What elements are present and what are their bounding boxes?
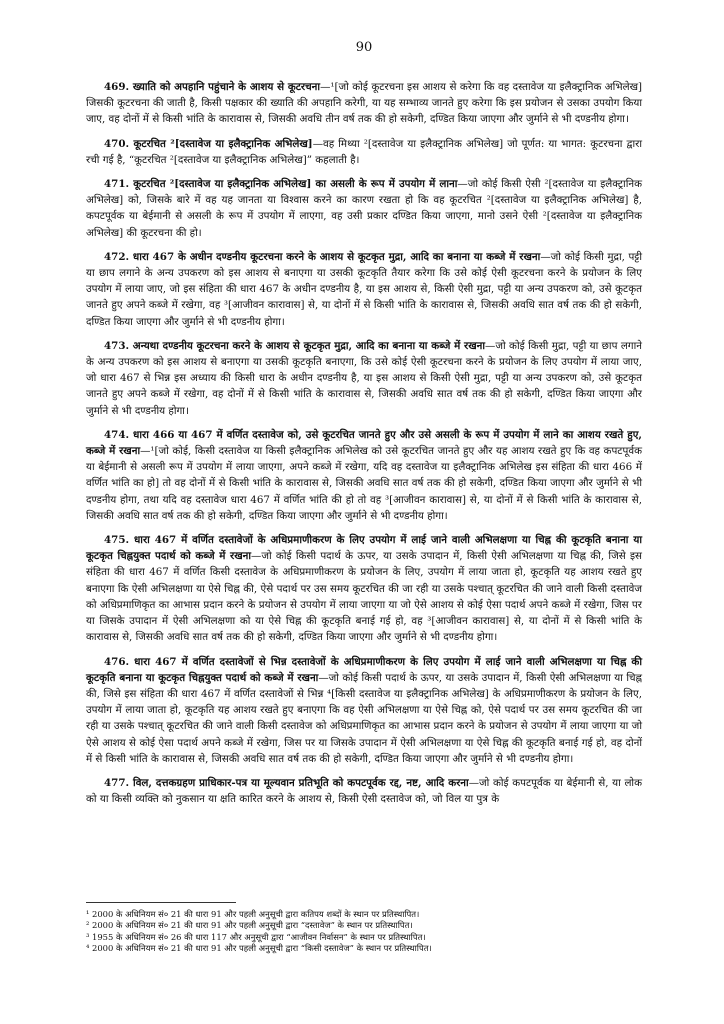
section-heading: 472. धारा 467 के अधीन दण्डनीय कूटरचना करने के आशय से कूटकृत मुद्रा, आदि का बनाना या कब्जे में रखना xyxy=(104,250,541,263)
section-text: —जो कोई किसी मुद्रा, पट्टी या छाप लगाने के अन्य उपकरण को इस आशय से बनाएगा या उसकी कूटकृति तैयार करेगा कि उसे कोई ऐसी कूटरचना करने के प्रयोजन के लिए उपयोग में लाया जाए, जो इस संहिता की धारा 467 के अधीन दण्डनीय है, या इस आशय से, किसी ऐसी मुद्रा, पट्टी या अन्य उपकरण को, उसे कूटकृत जानते हुए अपने कब्जे में रखेगा, वह ³[आजीवन कारावास] से, या दोनों में से किसी भांति के कारावास से, जिसकी अवधि सात वर्ष तक की हो सकेगी, दण्डित किया जाएगा और जुर्माने से भी दण्डनीय होगा। xyxy=(86,250,642,328)
section-text: —वह मिथ्या ²[दस्तावेज या इलैक्ट्रानिक अभिलेख] जो पूर्णत: या भागत: कूटरचना द्वारा रची गई है, “कूटरचित ²[दस्तावेज या इलैक्ट्रानिक अभिलेख]” कहलाती है। xyxy=(86,137,642,166)
section-heading: 469. ख्याति को अपहानि पहुंचाने के आशय से कूटरचना xyxy=(104,81,321,93)
section-text: —जो कोई किसी ऐसी ²[दस्तावेज या इलैक्ट्रानिक अभिलेख] को, जिसके बारे में वह यह जानता या विश्वास करने का कारण रखता हो कि वह कूटरचित ²[दस्तावेज या इलैक्ट्रानिक अभिलेख] है, कपटपूर्वक या बेईमानी से असली के रूप में उपयोग में लाएगा, वह उसी प्रकार दण्डित किया जाएगा, मानो उसने ऐसी ²[दस्तावेज या इलैक्ट्रानिक अभिलेख] की कूटरचना की हो। xyxy=(86,178,642,239)
section-text: —¹[जो कोई, किसी दस्तावेज या किसी इलैक्ट्रानिक अभिलेख को उसे कूटरचित जानते हुए और यह आशय रखते हुए कि वह कपटपूर्वक या बेईमानी से असली रूप में उपयोग में लाया जाएगा, अपने कब्जे में रखेगा, यदि वह दस्तावेज या इलैक्ट्रानिक अभिलेख इस संहिता की धारा 466 में वर्णित भांति का हो] तो वह दोनों में से किसी भांति के कारावास से, जिसकी अवधि सात वर्ष तक की हो सकेगी, दण्डित किया जाएगा और जुर्माने से भी दण्डनीय होगा, तथा यदि वह दस्तावेज धारा 467 में वर्णित भांति की हो तो वह ³[आजीवन कारावास] से, या दोनों में से किसी भांति के कारावास से, जिसकी अवधि सात वर्ष तक की हो सकेगी, दण्डित किया जाएगा और जुर्माने से भी दण्डनीय होगा। xyxy=(86,445,642,522)
footnote: ⁴ 2000 के अधिनियम सं० 21 की धारा 91 और पहली अनुसूची द्वारा “किसी दस्तावेज” के स्थान पर प्रतिस्थापित। xyxy=(86,943,432,954)
section-text: —जो कोई किसी मुद्रा, पट्टी या छाप लगाने के अन्य उपकरण को इस आशय से बनाएगा या उसकी कूटकृति बनाएगा, कि उसे कोई ऐसी कूटरचना करने के प्रयोजन के लिए उपयोग में लाया जाए, जो धारा 467 से भिन्न इस अध्याय की किसी धारा के अधीन दण्डनीय है, या इस आशय से किसी ऐसी मुद्रा, पट्टी या अन्य उपकरण को, उसे कूटकृत जानते हुए अपने कब्जे में रखेगा, वह दोनों में से किसी भांति के कारावास से, जिसकी अवधि सात वर्ष तक की हो सकेगी, दण्डित किया जाएगा और जुर्माने से भी दण्डनीय होगा। xyxy=(86,339,642,417)
section-472 xyxy=(86,249,642,330)
footnote: ³ 1955 के अधिनियम सं० 26 की धारा 117 और अनुसूची द्वारा “आजीवन निर्वासन” के स्थान पर प्रतिस्थापित। xyxy=(86,931,426,942)
section-heading: 474. धारा 466 या 467 में वर्णित दस्तावेज को, उसे कूटरचित जानते हुए और उसे असली के रूप में उपयोग में लाने का आशय रखते हुए, कब्जे में रखना xyxy=(86,428,642,458)
section-473 xyxy=(86,338,642,419)
section-469 xyxy=(86,79,642,128)
section-heading: 475. धारा 467 में वर्णित दस्तावेजों के अधिप्रमाणीकरण के लिए उपयोग में लाई जाने वाली अभिलक्षणा या चिह्न की कूटकृति बनाना या कूटकृत चिह्नयुक्त पदार्थ को कब्जे में रखना xyxy=(86,534,642,563)
footnote: ² 2000 के अधिनियम सं० 21 की धारा 91 और पहली अनुसूची द्वारा “दस्तावेज” के स्थान पर प्रतिस्थापित। xyxy=(86,920,413,931)
section-475 xyxy=(86,532,642,645)
section-heading: 473. अन्यथा दण्डनीय कूटरचना करने के आशय से कूटकृत मुद्रा, आदि का बनाना या कब्जे में रखना xyxy=(104,339,486,352)
section-471 xyxy=(86,176,642,241)
section-heading: 471. कूटरचित ²[दस्तावेज या इलैक्ट्रानिक अभिलेख] का असली के रूप में उपयोग में लाना xyxy=(104,178,458,191)
footnote-divider xyxy=(86,902,236,903)
section-text: —जो कोई किसी पदार्थ के ऊपर, या उसके उपादान में, किसी ऐसी अभिलक्षणा या चिह्न की, जिसे इस संहिता की धारा 467 में वर्णित किसी दस्तावेज के अधिप्रमाणीकरण के प्रयोजन के लिए, उपयोग में लाया जाता हो, कूटकृति यह आशय रखते हुए बनाएगा कि ऐसी अभिलक्षणा या ऐसे चिह्न की, ऐसे पदार्थ पर उस समय कूटरचित की जा रही या उसके पश्चात् कूटरचित की जाने वाली किसी दस्तावेज को अधिप्रमाणिकृत का आभास प्रदान करने के प्रयोजन से उपयोग में लाया जाएगा या जो ऐसे आशय से कोई ऐसा पदार्थ अपने कब्जे में रखेगा, जिस पर या जिसके उपादान में ऐसी अभिलक्षणा को या ऐसे चिह्न की कूटकृति बनाई गई हो, वह ³[आजीवन कारावास] से, या दोनों में से किसी भांति के कारावास से, जिसकी अवधि सात वर्ष तक की हो सकेगी, दण्डित किया जाएगा और जुर्माने से भी दण्डनीय होगा। xyxy=(86,550,642,644)
footnote: ¹ 2000 के अधिनियम सं० 21 की धारा 91 और पहली अनुसूची द्वारा कतिपय शब्दों के स्थान पर प्रतिस्थापित। xyxy=(86,909,420,919)
section-474 xyxy=(86,427,642,524)
section-heading: 470. कूटरचित ²[दस्तावेज या इलैक्ट्रानिक अभिलेख] xyxy=(104,137,313,150)
section-470 xyxy=(86,136,642,168)
section-476 xyxy=(86,654,642,767)
footnotes xyxy=(86,902,642,955)
section-text: —¹[जो कोई कूटरचना इस आशय से करेगा कि वह दस्तावेज या इलैक्ट्रानिक अभिलेख] जिसकी कूटरचना की जाती है, किसी पक्षकार की ख्याति की अपहानि करेगी, या यह सम्भाव्य जानते हुए करेगा कि इस प्रयोजन से उसका उपयोग किया जाए, वह दोनों में से किसी भांति के कारावास से, जिसकी अवधि तीन वर्ष तक की हो सकेगी, दण्डित किया जाएगा और जुर्माने से भी दण्डनीय होगा। xyxy=(86,81,643,126)
section-text: —जो कोई कपटपूर्वक या बेईमानी से, या लोक को या किसी व्यक्ति को नुकसान या क्षति कारित करने के आशय से, किसी ऐसी दस्तावेज को, जो विल या पुत्र के xyxy=(86,776,642,806)
section-heading: 477. विल, दत्तकग्रहण प्राधिकार-पत्र या मूल्यवान प्रतिभूति को कपटपूर्वक रद्द, नष्ट, आदि करना xyxy=(104,776,469,789)
page-number: 90 xyxy=(355,40,373,55)
section-text: —जो कोई किसी पदार्थ के ऊपर, या उसके उपादान में, किसी ऐसी अभिलक्षणा या चिह्न की, जिसे इस संहिता की धारा 467 में वर्णित दस्तावेजों से भिन्न ⁴[किसी दस्तावेज या इलैक्ट्रानिक अभिलेख] के अधिप्रमाणीकरण के प्रयोजन के लिए, उपयोग में लाया जाता हो, कूटकृति यह आशय रखते हुए बनाएगा कि वह ऐसी अभिलक्षणा या ऐसे चिह्न को, ऐसे पदार्थ पर उस समय कूटरचित की जा रही या उसके पश्चात् कूटरचित की जाने वाली किसी दस्तावेज को अधिप्रमाणिकृत का आभास प्रदान करने के प्रयोजन से उपयोग में लाया जाएगा या जो ऐसे आशय से कोई ऐसा पदार्थ अपने कब्जे में रखेगा, जिस पर या जिसके उपादान में ऐसी अभिलक्षणा या ऐसे चिह्न की कूटकृति बनाई गई हो, वह दोनों में से किसी भांति के कारावास से, जिसकी अवधि सात वर्ष तक की हो सकेगी, दण्डित किया जाएगा और जुर्माने से भी दण्डनीय होगा। xyxy=(86,671,642,765)
section-477 xyxy=(86,775,642,807)
section-heading: 476. धारा 467 में वर्णित दस्तावेजों से भिन्न दस्तावेजों के अधिप्रमाणीकरण के लिए उपयोग में लाई जाने वाली अभिलक्षणा या चिह्न की कूटकृति बनाना या कूटकृत चिह्नयुक्त पदार्थ को कब्जे में रखना xyxy=(86,655,642,684)
